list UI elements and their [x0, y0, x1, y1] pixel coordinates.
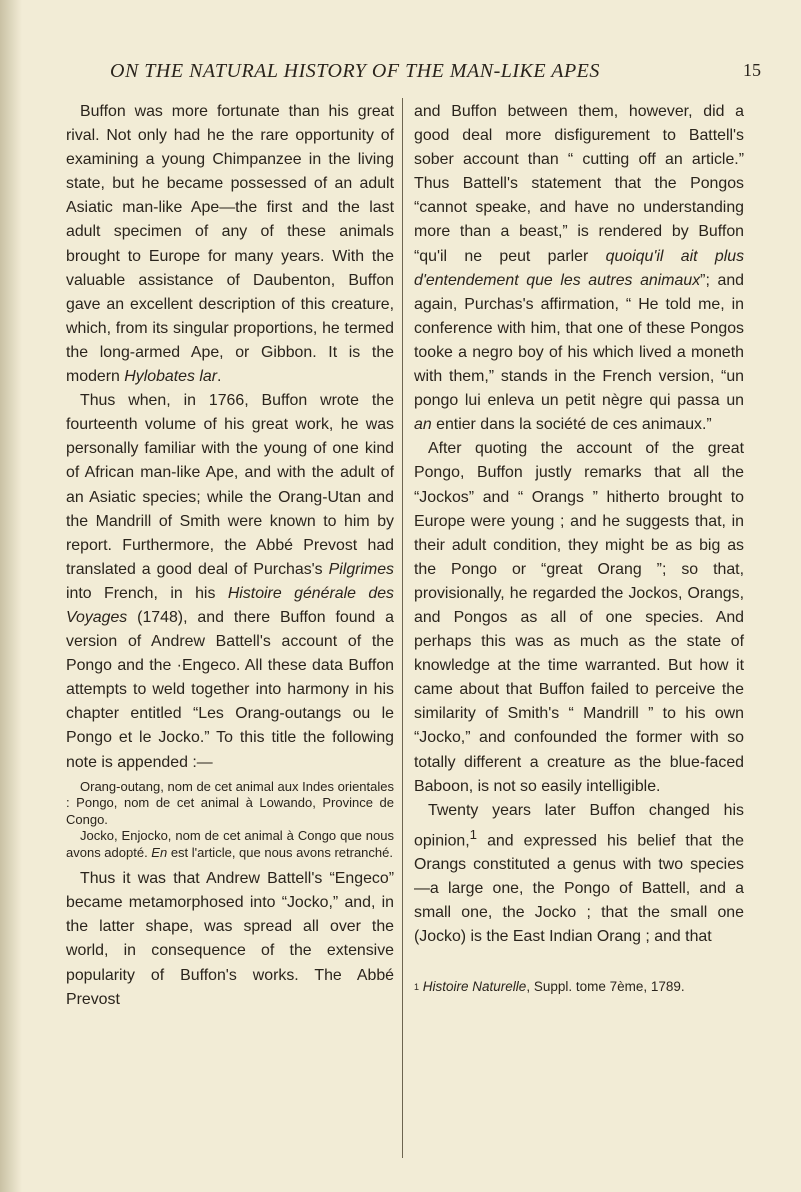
text-run: . — [217, 368, 222, 386]
italic-run: Hylobates lar — [124, 368, 218, 386]
footnote — [414, 978, 744, 996]
text-run: Thus when, in 1766, Buffon wrote the fourteenth volume of his great work, he was personally familiar with the young of one kind of African man-like Ape, and with the adult of an Asiatic species; while the Orang-Utan and the Mandrill of Smith were known to him by report. Furthermore, the Abbé Prevost had translated a good deal of Purchas's — [66, 392, 394, 578]
footnote-reference: 1 — [469, 826, 478, 842]
page-gutter-shadow — [0, 0, 22, 1192]
right-column — [414, 100, 744, 996]
text-run: Buffon was more fortunate than his great rival. Not only had he the rare opportunity of examining a young Chimpanzee in the living state, but he became possessed of an adult Asiatic man-like Ape—the first and the last adult specimen of any of these animals brought to Europe for many years. With the valuable assistance of Daubenton, Buffon gave an excellent description of this creature, which, from its singular proportions, he termed the long-armed Ape, or Gibbon. It is the modern — [66, 103, 394, 386]
text-run: Twenty years later Buffon changed his opinion, — [414, 801, 744, 850]
text-run: entier dans la société de ces animaux.” — [431, 416, 712, 434]
italic-run: quoiqu'il ait plus d'entendement que les autres animaux — [414, 247, 745, 289]
footnote-title: Histoire Naturelle — [422, 978, 527, 994]
block-quote — [66, 779, 394, 862]
page-number: 15 — [743, 60, 761, 80]
text-run: Jocko, Enjocko, nom de cet animal à Congo que nous avons adopté. — [66, 828, 394, 860]
paragraph-5: After quoting the account of the great Pongo, Buffon justly remarks that all the “Jockos” and “ Orangs ” hitherto brought to Europe were young ; and he suggests that, in their adult condition, they might be as big as the Pongo or “great Orang ”; so that, provisionally, he regarded the Jockos, Orangs, and Pongos as all of one species. And perhaps this was as much as the state of knowledge at the time warranted. But how it came about that Buffon failed to perceive the similarity of Smith's “ Mandrill ” to his own “Jocko,” and confounded the former with so totally different a creature as the blue-faced Baboon, is not so easily intelligible. — [414, 440, 744, 795]
running-head: ON THE NATURAL HISTORY OF THE MAN-LIKE APES — [110, 60, 600, 82]
paragraph-6 — [414, 799, 744, 950]
italic-run: Pilgrimes — [328, 560, 394, 578]
quote-line: Orang-outang, nom de cet animal aux Indes orientales : Pongo, nom de cet animal à Lowando, Province de Congo. — [66, 778, 394, 827]
text-run: (1748), and there Buffon found a version of Andrew Battell's account of the Pongo and the ·Engeco. All these data Buffon attempts to weld together into harmony in his chapter entitled “Les Orang-outangs ou le Pongo et le Jocko.” To this title the following note is appended :— — [66, 608, 394, 771]
italic-run: an — [414, 416, 432, 434]
text-run: and Buffon between them, however, did a good deal more disfigurement to Battell's sober account than “ cutting off an article.” Thus Battell's statement that the Pongos “cannot speake, and have no understanding more than a beast,” is rendered by Buffon “qu'il ne peut parler — [414, 103, 744, 265]
footnote-text: , Suppl. tome 7ème, 1789. — [526, 978, 685, 994]
paragraph-2 — [66, 389, 394, 775]
text-run: est l'article, que nous avons retranché. — [167, 844, 393, 860]
footnote-marker: 1 — [414, 981, 420, 992]
text-run: and expressed his belief that the Orangs constituted a genus with two species—a large one, the Pongo of Battell, and a small one, the Jocko ; that the small one (Jocko) is the East Indian Orang ; and that — [414, 832, 744, 946]
left-column — [66, 100, 394, 1012]
paragraph-1 — [66, 100, 394, 389]
column-divider — [402, 98, 403, 1158]
italic-run: En — [151, 844, 168, 860]
text-run: ”; and again, Purchas's affirmation, “ He told me, in conference with him, that one of these Pongos tooke a negro boy of his which lived a moneth with them,” stands in the French version, “un pongo lui enleva un petit nègre qui passa un — [414, 271, 744, 410]
paragraph-3: Thus it was that Andrew Battell's “Engeco” became metamorphosed into “Jocko,” and, in the latter shape, was spread all over the world, in consequence of the extensive popularity of Buffon's works. The Abbé Prevost — [66, 870, 394, 1008]
page-header — [60, 60, 761, 90]
italic-run: Histoire générale des Voyages — [66, 584, 394, 626]
paragraph-4 — [414, 100, 744, 437]
quote-line — [66, 828, 394, 861]
text-run: into French, in his — [66, 584, 228, 602]
